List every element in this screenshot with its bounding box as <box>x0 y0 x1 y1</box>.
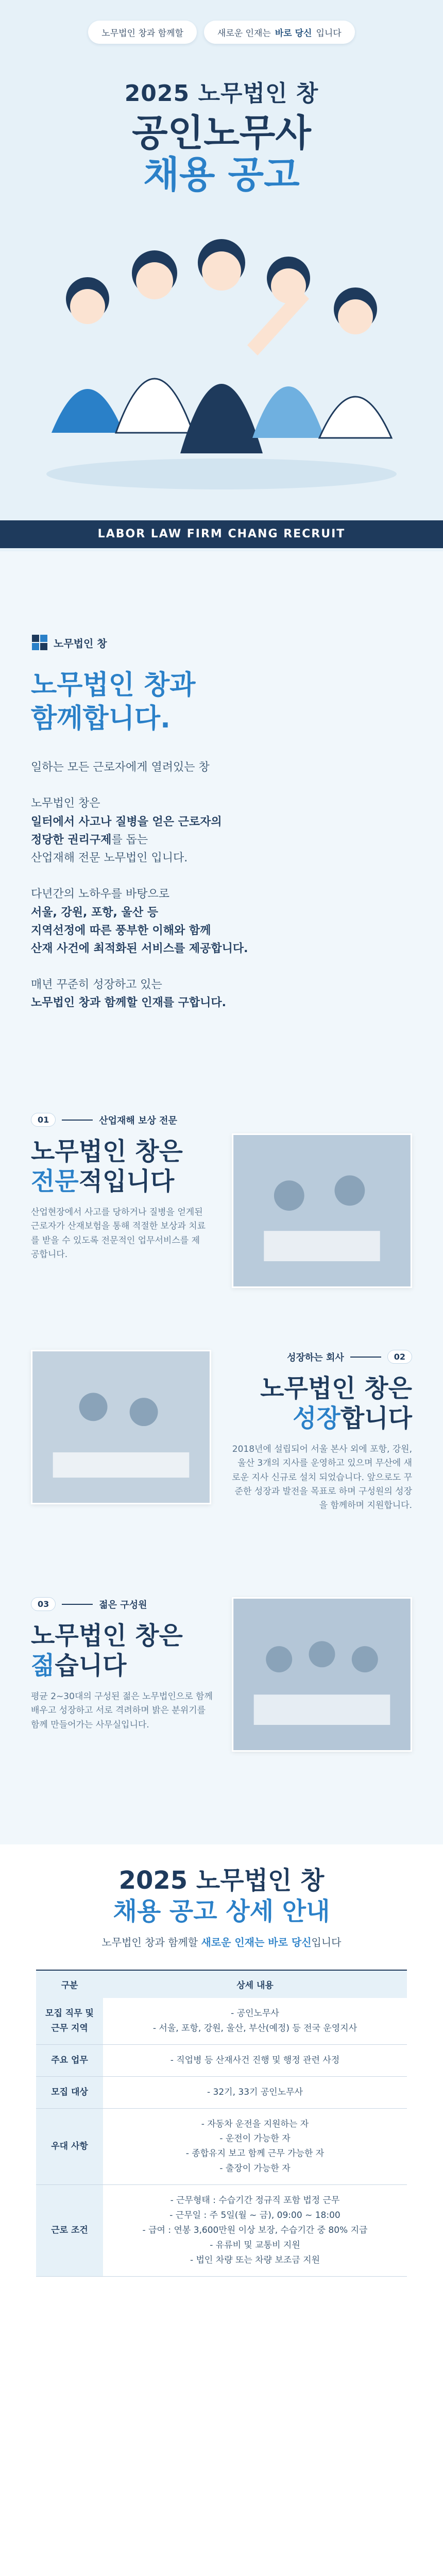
table-detail-line: - 종합유지 보고 함께 근무 가능한 자 <box>185 2148 325 2159</box>
feature-02-h-b: 성장 <box>293 1403 340 1433</box>
feature-02-tag <box>232 1350 412 1364</box>
table-detail-line: - 직업병 등 산재사건 진행 및 행정 관련 사정 <box>170 2055 340 2065</box>
table-detail-line: - 급여 : 연봉 3,600만원 이상 보장, 수습기간 중 80% 지급 <box>142 2225 368 2235</box>
table-row-details <box>103 1998 407 2044</box>
feature-02-num: 02 <box>387 1350 412 1364</box>
office-photo-icon <box>32 1351 210 1503</box>
detail-subtitle <box>0 1934 443 1949</box>
feature-03-tag-text: 젊은 구성원 <box>99 1599 147 1611</box>
table-header-category: 구분 <box>36 1970 103 1998</box>
feature-03-tag <box>31 1597 216 1611</box>
table-header-row <box>36 1970 407 1998</box>
hero-ribbon-text: LABOR LAW FIRM CHANG RECRUIT <box>97 528 346 540</box>
feature-02-heading <box>232 1374 412 1433</box>
hero-recruit-line: 채용 공고 <box>143 153 300 197</box>
intro-p4b: 노무법인 창과 함께할 인재를 구합니다. <box>31 996 227 1010</box>
pill-you-post: 입니다 <box>316 28 342 39</box>
feature-03-line <box>62 1604 93 1605</box>
table-detail-line: - 법인 차량 또는 차량 보조금 지원 <box>190 2255 320 2265</box>
feature-01-tag-text: 산업재해 보상 전문 <box>99 1115 177 1126</box>
table-row-details <box>103 2185 407 2276</box>
table-row <box>36 2076 407 2108</box>
pill-together <box>88 21 197 44</box>
table-detail-line: - 출장이 가능한 자 <box>219 2163 291 2174</box>
feature-03-desc: 평균 2~30대의 구성된 젊은 노무법인으로 함께 배우고 성장하고 서로 격려하며 밝은 분위기를 함께 만들어가는 사무실입니다. <box>31 1691 213 1730</box>
intro-p1: 일하는 모든 근로자에게 열려있는 창 <box>31 761 210 774</box>
intro-p2a: 노무법인 창은 <box>31 797 100 810</box>
intro-brand <box>31 634 412 651</box>
table-row-details <box>103 2108 407 2185</box>
feature-01-h-a: 노무법인 창은 <box>31 1137 183 1166</box>
feature-03-h-c: 습니다 <box>55 1651 127 1680</box>
intro-p3d: 산재 사건에 최적화된 서비스를 제공합니다. <box>31 942 248 955</box>
brand-logo-icon <box>31 634 48 651</box>
table-row-details <box>103 2044 407 2076</box>
pill-you-pre: 새로운 인재는 <box>217 28 271 39</box>
intro-headline-1: 노무법인 창과 <box>31 670 196 701</box>
feature-01-tag <box>31 1113 412 1127</box>
feature-03-num: 03 <box>31 1597 56 1611</box>
team-illustration <box>31 216 412 505</box>
pill-together-text: 노무법인 창과 함께할 <box>101 28 183 39</box>
hero-job-line: 공인노무사 <box>132 111 311 155</box>
intro-section <box>0 551 443 1103</box>
feature-02 <box>232 1350 412 1513</box>
feature-01-line <box>62 1120 93 1121</box>
hero-section <box>0 0 443 551</box>
hero-year-line: 2025 노무법인 창 <box>124 80 319 107</box>
feature-01-photo <box>232 1133 412 1288</box>
detail-title-a: 2025 노무법인 창 <box>118 1866 325 1895</box>
table-detail-line: - 공인노무사 <box>231 2008 279 2019</box>
table-row-category: 주요 업무 <box>36 2044 103 2076</box>
recruit-table <box>36 1970 407 2277</box>
person-2 <box>116 250 193 433</box>
feature-03 <box>31 1597 216 1732</box>
table-header-details: 상세 내용 <box>103 1970 407 1998</box>
table-row-details <box>103 2076 407 2108</box>
feature-02-photo <box>31 1350 211 1504</box>
person-1 <box>52 277 124 433</box>
intro-p2e: 산업재해 전문 노무법인 입니다. <box>31 851 188 865</box>
pill-you-strong: 바로 당신 <box>275 28 312 39</box>
hero-pills <box>0 0 443 44</box>
feature-03-h-a: 노무법인 창은 <box>31 1621 183 1650</box>
detail-sub-c: 입니다 <box>311 1936 342 1948</box>
table-detail-line: - 유류비 및 교통비 지원 <box>210 2240 300 2250</box>
feature-02-h-a: 노무법인 창은 <box>260 1374 412 1403</box>
feature-03-h-b: 젊 <box>31 1651 55 1680</box>
table-row <box>36 2108 407 2185</box>
recruit-table-body <box>36 1998 407 2276</box>
detail-sub-a: 노무법인 창과 함께할 <box>101 1936 201 1948</box>
detail-title <box>0 1865 443 1927</box>
table-detail-line: - 자동차 운전을 지원하는 자 <box>201 2119 309 2129</box>
intro-p4a: 매년 꾸준히 성장하고 있는 <box>31 978 162 992</box>
table-row-category: 모집 직무 및 근무 지역 <box>36 1998 103 2044</box>
table-row <box>36 2185 407 2276</box>
feature-03-heading <box>31 1621 216 1681</box>
feature-03-photo <box>232 1597 412 1752</box>
feature-01-h-b: 전문 <box>31 1166 79 1196</box>
intro-text <box>31 758 412 1012</box>
intro-headline <box>31 669 412 736</box>
feature-01-desc: 산업현장에서 사고를 당하거나 질병을 얻게된 근로자가 산재보험을 통해 적절한 보상과 치료를 받을 수 있도록 전문적인 업무서비스를 제공합니다. <box>31 1207 206 1260</box>
feature-02-h-c: 합니다 <box>340 1403 412 1433</box>
intro-headline-2: 함께합니다. <box>31 703 171 734</box>
intro-p2b: 일터에서 사고나 질병을 얻은 근로자의 <box>31 815 222 828</box>
team-photo-icon <box>233 1599 411 1750</box>
table-detail-line: - 서울, 포항, 강원, 울산, 부산(예정) 등 전국 운영지사 <box>152 2023 357 2033</box>
table-detail-line: - 32기, 33기 공인노무사 <box>207 2087 303 2097</box>
feature-02-line <box>350 1357 381 1358</box>
person-5 <box>319 287 391 438</box>
detail-title-b: 채용 공고 상세 안내 <box>113 1897 330 1926</box>
intro-p3b: 서울, 강원, 포항, 울산 등 <box>31 906 158 919</box>
feature-01-h-c: 적입니다 <box>78 1166 175 1196</box>
feature-02-desc: 2018년에 설립되어 서울 본사 외에 포항, 강원, 울산 3개의 지사를 운영하고 있으며 무산에 새로운 지사 신규로 설치 되었습니다. 앞으로도 꾸준한 성장과 발전을 목표로 하며 구성원의 성장을 함께하며 지원합니다. <box>232 1444 412 1511</box>
intro-p3c: 지역선정에 따른 풍부한 이해와 함께 <box>31 924 211 937</box>
intro-p2c: 정당한 권리구제 <box>31 833 112 846</box>
table-row-category: 근로 조건 <box>36 2185 103 2276</box>
table-row <box>36 2044 407 2076</box>
detail-section <box>0 1844 443 2576</box>
hero-ribbon <box>0 520 443 548</box>
features-section <box>0 1103 443 1844</box>
detail-sub-b: 새로운 인재는 바로 당신 <box>201 1936 312 1948</box>
table-row-category: 모집 대상 <box>36 2076 103 2108</box>
table-row-category: 우대 사항 <box>36 2108 103 2185</box>
meeting-photo-icon <box>233 1135 411 1286</box>
table-detail-line: - 근무일 : 주 5일(월 ~ 금), 09:00 ~ 18:00 <box>169 2210 340 2221</box>
table-detail-line: - 근무형태 : 수습기간 정규직 포함 법정 근무 <box>170 2195 340 2206</box>
intro-p3a: 다년간의 노하우를 바탕으로 <box>31 888 170 901</box>
hero-title <box>0 75 443 196</box>
intro-p2d: 를 돕는 <box>111 833 148 846</box>
feature-02-tag-text: 성장하는 회사 <box>287 1352 344 1363</box>
table-row <box>36 1998 407 2044</box>
table-detail-line: - 운전이 가능한 자 <box>219 2133 291 2144</box>
intro-brand-text: 노무법인 창 <box>54 637 107 650</box>
feature-01-num: 01 <box>31 1113 56 1127</box>
pill-you <box>204 21 355 44</box>
